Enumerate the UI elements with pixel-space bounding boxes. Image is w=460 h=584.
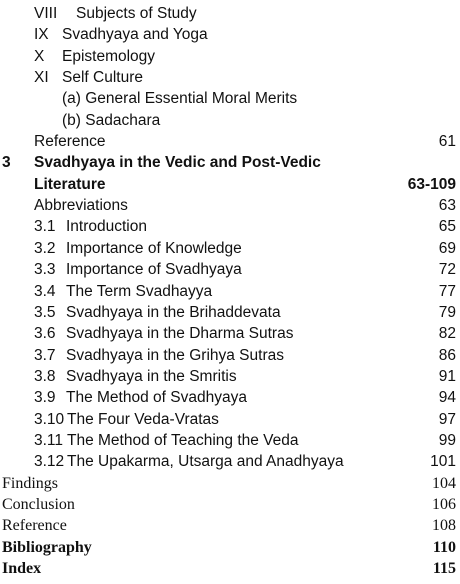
toc-entry-findings (0, 473, 460, 495)
toc-subentry-a (0, 88, 460, 110)
chapter-heading-line1 (0, 152, 460, 174)
section-page: 91 (438, 367, 456, 385)
section-title: Importance of Knowledge (66, 239, 242, 257)
entry-number: X (34, 47, 45, 65)
section-number: 3.4 (34, 282, 56, 300)
toc-section (0, 238, 460, 260)
section-number: 3.1 (34, 218, 56, 236)
section-title: Introduction (66, 218, 147, 236)
entry-page: 61 (438, 133, 456, 151)
entry-title: Reference (2, 517, 67, 535)
chapter-pages: 63-109 (407, 175, 456, 193)
section-title: The Method of Svadhyaya (66, 389, 247, 407)
section-page: 97 (438, 410, 456, 428)
entry-title: Epistemology (62, 47, 156, 65)
section-number: 3.12 (34, 453, 65, 471)
section-title: Importance of Svadhyaya (66, 261, 242, 279)
toc-entry-viii (0, 3, 460, 25)
toc-entry-bibliography (0, 537, 460, 559)
toc-section (0, 302, 460, 324)
toc-entry-xi (0, 67, 460, 89)
entry-title: Reference (34, 133, 106, 151)
section-page: 65 (438, 218, 456, 236)
entry-title: (a) General Essential Moral Merits (62, 90, 298, 108)
section-title: The Four Veda-Vratas (67, 410, 219, 428)
section-title: Svadhyaya in the Dharma Sutras (66, 325, 294, 343)
entry-title: Self Culture (62, 69, 143, 87)
section-page: 77 (438, 282, 456, 300)
section-title: The Upakarma, Utsarga and Anadhyaya (67, 453, 344, 471)
section-page: 72 (438, 261, 456, 279)
section-number: 3.8 (34, 367, 56, 385)
chapter-heading-line2 (0, 174, 460, 196)
entry-title: Subjects of Study (76, 5, 197, 22)
chapter-number: 3 (2, 154, 11, 172)
section-number: 3.7 (34, 346, 56, 364)
entry-title: Index (2, 560, 42, 577)
toc-section (0, 366, 460, 388)
toc-section (0, 345, 460, 367)
section-title: Svadhyaya in the Grihya Sutras (66, 346, 284, 364)
section-title: Svadhyaya in the Smritis (66, 367, 237, 385)
section-page: 82 (438, 325, 456, 343)
toc-entry-index (0, 558, 460, 580)
section-title: Svadhyaya in the Brihaddevata (66, 303, 281, 321)
toc-section (0, 216, 460, 238)
section-number: 3.2 (34, 239, 56, 257)
entry-page: 106 (432, 495, 456, 513)
toc-entry-ix (0, 24, 460, 46)
toc-section (0, 387, 460, 409)
section-number: 3.5 (34, 303, 56, 321)
section-page: 101 (430, 453, 456, 471)
section-number: 3.11 (34, 431, 64, 449)
entry-number: VIII (34, 5, 58, 22)
toc-entry-abbreviations (0, 195, 460, 217)
entry-page: 115 (432, 560, 456, 577)
toc-section (0, 323, 460, 345)
section-number: 3.9 (34, 389, 56, 407)
toc-entry-conclusion (0, 494, 460, 516)
entry-title: Bibliography (2, 538, 92, 556)
toc-section (0, 409, 460, 431)
section-number: 3.6 (34, 325, 56, 343)
entry-title: Conclusion (2, 495, 75, 513)
section-number: 3.10 (34, 410, 65, 428)
entry-page: 63 (438, 197, 456, 215)
entry-title: Svadhyaya and Yoga (62, 26, 208, 44)
section-title: The Term Svadhayya (66, 282, 213, 300)
entry-number: IX (34, 26, 49, 44)
entry-title: Findings (2, 474, 59, 492)
section-page: 79 (438, 303, 456, 321)
toc-section (0, 281, 460, 303)
entry-number: XI (34, 69, 49, 87)
chapter-title: Svadhyaya in the Vedic and Post-Vedic (34, 154, 321, 172)
chapter-title-continued: Literature (34, 175, 106, 193)
entry-title: Abbreviations (34, 197, 128, 215)
entry-page: 104 (432, 474, 456, 492)
toc-entry-reference (0, 131, 460, 153)
section-page: 86 (438, 346, 456, 364)
toc-section (0, 451, 460, 473)
section-title: The Method of Teaching the Veda (67, 431, 299, 449)
section-number: 3.3 (34, 261, 56, 279)
toc-subentry-b (0, 110, 460, 132)
entry-title: (b) Sadachara (62, 111, 161, 129)
toc-section (0, 259, 460, 281)
section-page: 99 (438, 431, 456, 449)
section-page: 94 (438, 389, 456, 407)
toc-section (0, 430, 460, 452)
toc-entry-reference-final (0, 515, 460, 537)
section-page: 69 (438, 239, 456, 257)
entry-page: 110 (432, 538, 456, 556)
toc-entry-x (0, 46, 460, 68)
entry-page: 108 (432, 517, 456, 535)
